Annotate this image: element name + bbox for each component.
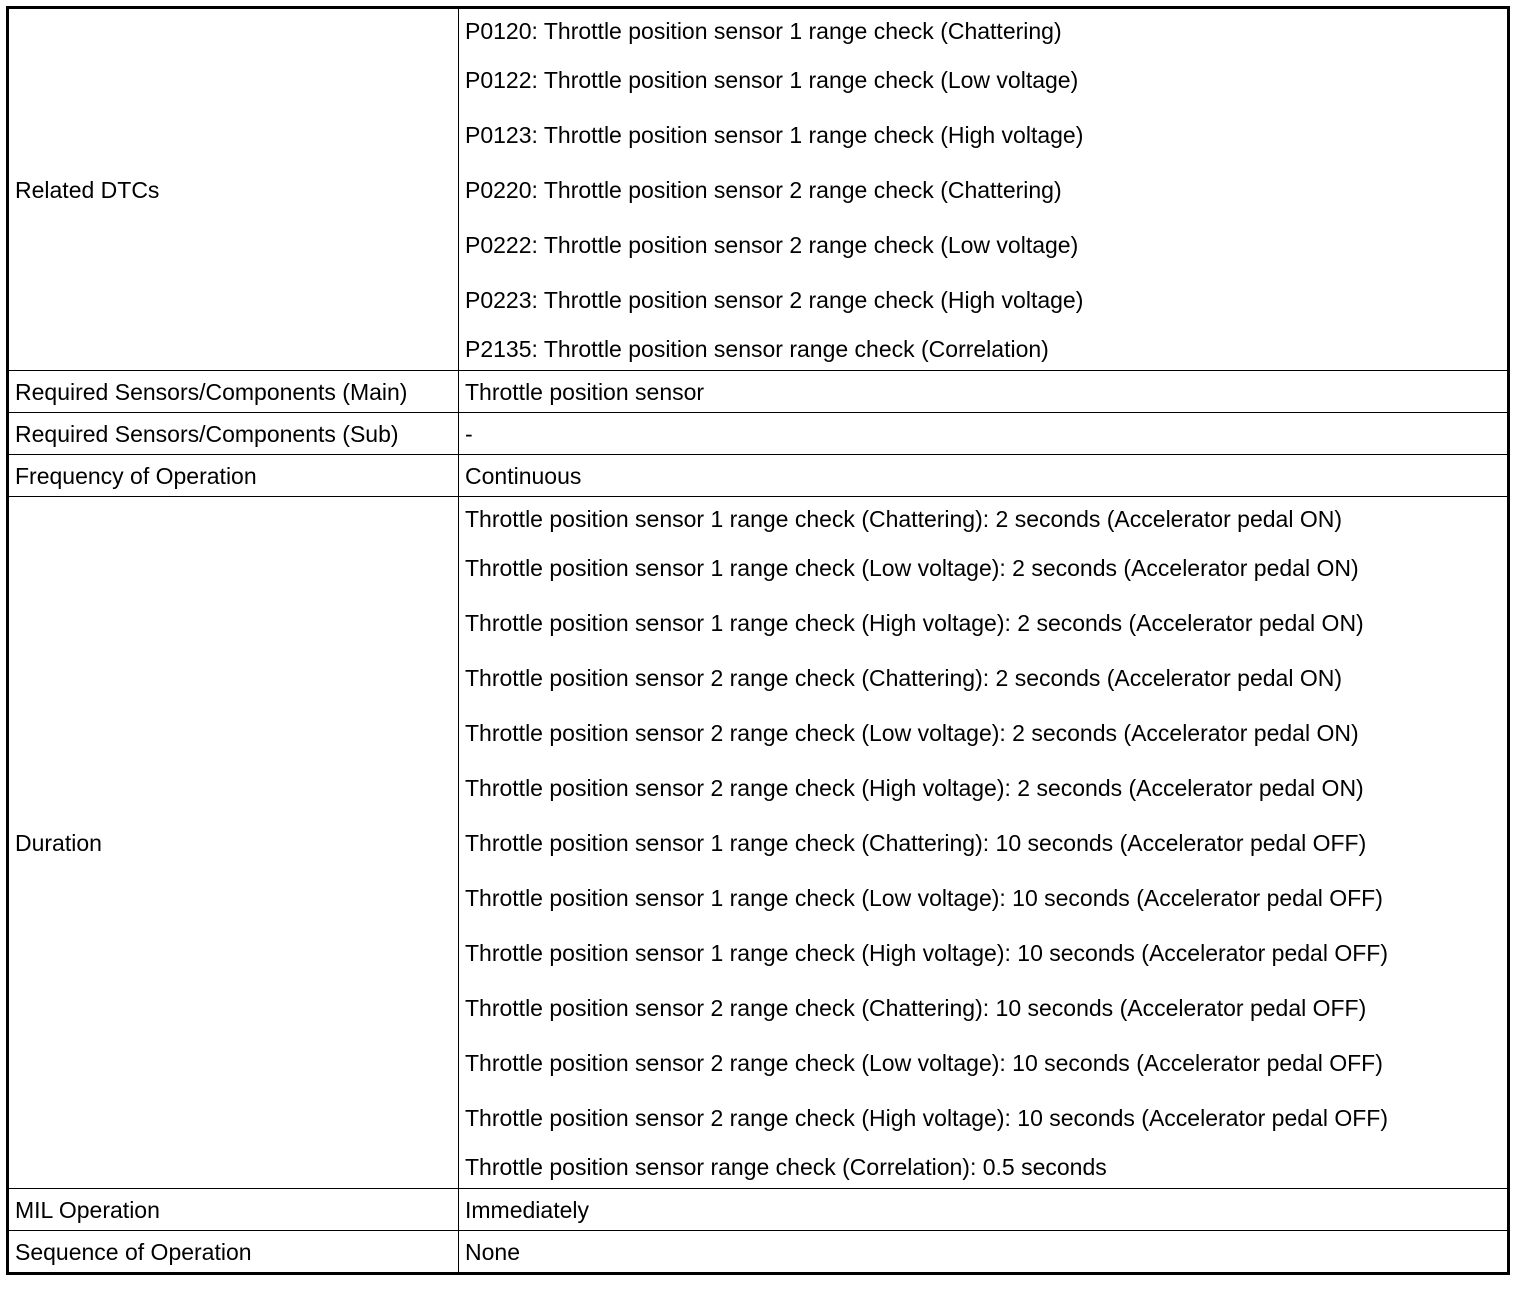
duration-line: Throttle position sensor 2 range check (Chattering): 2 seconds (Accelerator pedal ON) bbox=[465, 665, 1342, 691]
row-label: MIL Operation bbox=[8, 1189, 459, 1231]
dtc-line: P0223: Throttle position sensor 2 range check (High voltage) bbox=[465, 287, 1084, 313]
row-value: - bbox=[459, 413, 1509, 455]
dtc-line: P0123: Throttle position sensor 1 range check (High voltage) bbox=[465, 122, 1084, 148]
duration-line: Throttle position sensor 2 range check (Chattering): 10 seconds (Accelerator pedal OFF) bbox=[465, 995, 1367, 1021]
row-value: Throttle position sensor bbox=[459, 371, 1509, 413]
duration-line: Throttle position sensor 1 range check (Chattering): 10 seconds (Accelerator pedal OFF) bbox=[465, 830, 1367, 856]
dtc-line: P0220: Throttle position sensor 2 range check (Chattering) bbox=[465, 177, 1062, 203]
row-value: Immediately bbox=[459, 1189, 1509, 1231]
row-label: Related DTCs bbox=[8, 8, 459, 371]
duration-line: Throttle position sensor 2 range check (High voltage): 10 seconds (Accelerator pedal OFF) bbox=[465, 1105, 1388, 1131]
dtc-line: P0120: Throttle position sensor 1 range check (Chattering) bbox=[465, 18, 1062, 44]
row-label: Duration bbox=[8, 497, 459, 1189]
row-value: Continuous bbox=[459, 455, 1509, 497]
related-dtcs-row bbox=[8, 8, 1509, 371]
mil-operation-row bbox=[8, 1189, 1509, 1231]
duration-line: Throttle position sensor 2 range check (High voltage): 2 seconds (Accelerator pedal ON) bbox=[465, 775, 1364, 801]
duration-line: Throttle position sensor 1 range check (High voltage): 10 seconds (Accelerator pedal OFF) bbox=[465, 940, 1388, 966]
required-sensors-sub-row bbox=[8, 413, 1509, 455]
duration-line: Throttle position sensor 2 range check (Low voltage): 10 seconds (Accelerator pedal OFF) bbox=[465, 1050, 1383, 1076]
required-sensors-main-row bbox=[8, 371, 1509, 413]
duration-line: Throttle position sensor 1 range check (Low voltage): 10 seconds (Accelerator pedal OFF) bbox=[465, 885, 1383, 911]
sequence-of-operation-row bbox=[8, 1231, 1509, 1274]
row-value-list bbox=[459, 497, 1509, 1189]
duration-row bbox=[8, 497, 1509, 1189]
row-value-list bbox=[459, 8, 1509, 371]
row-value: None bbox=[459, 1231, 1509, 1274]
row-label: Required Sensors/Components (Main) bbox=[8, 371, 459, 413]
row-label: Required Sensors/Components (Sub) bbox=[8, 413, 459, 455]
dtc-line: P0122: Throttle position sensor 1 range check (Low voltage) bbox=[465, 67, 1079, 93]
dtc-line: P2135: Throttle position sensor range check (Correlation) bbox=[465, 336, 1049, 362]
duration-line: Throttle position sensor 1 range check (High voltage): 2 seconds (Accelerator pedal ON) bbox=[465, 610, 1364, 636]
row-label: Sequence of Operation bbox=[8, 1231, 459, 1274]
duration-line: Throttle position sensor range check (Correlation): 0.5 seconds bbox=[465, 1154, 1107, 1180]
monitor-strategy-table bbox=[6, 6, 1510, 1275]
dtc-line: P0222: Throttle position sensor 2 range check (Low voltage) bbox=[465, 232, 1079, 258]
row-label: Frequency of Operation bbox=[8, 455, 459, 497]
frequency-of-operation-row bbox=[8, 455, 1509, 497]
duration-line: Throttle position sensor 1 range check (Low voltage): 2 seconds (Accelerator pedal ON) bbox=[465, 555, 1359, 581]
duration-line: Throttle position sensor 2 range check (Low voltage): 2 seconds (Accelerator pedal ON) bbox=[465, 720, 1359, 746]
duration-line: Throttle position sensor 1 range check (Chattering): 2 seconds (Accelerator pedal ON) bbox=[465, 506, 1342, 532]
